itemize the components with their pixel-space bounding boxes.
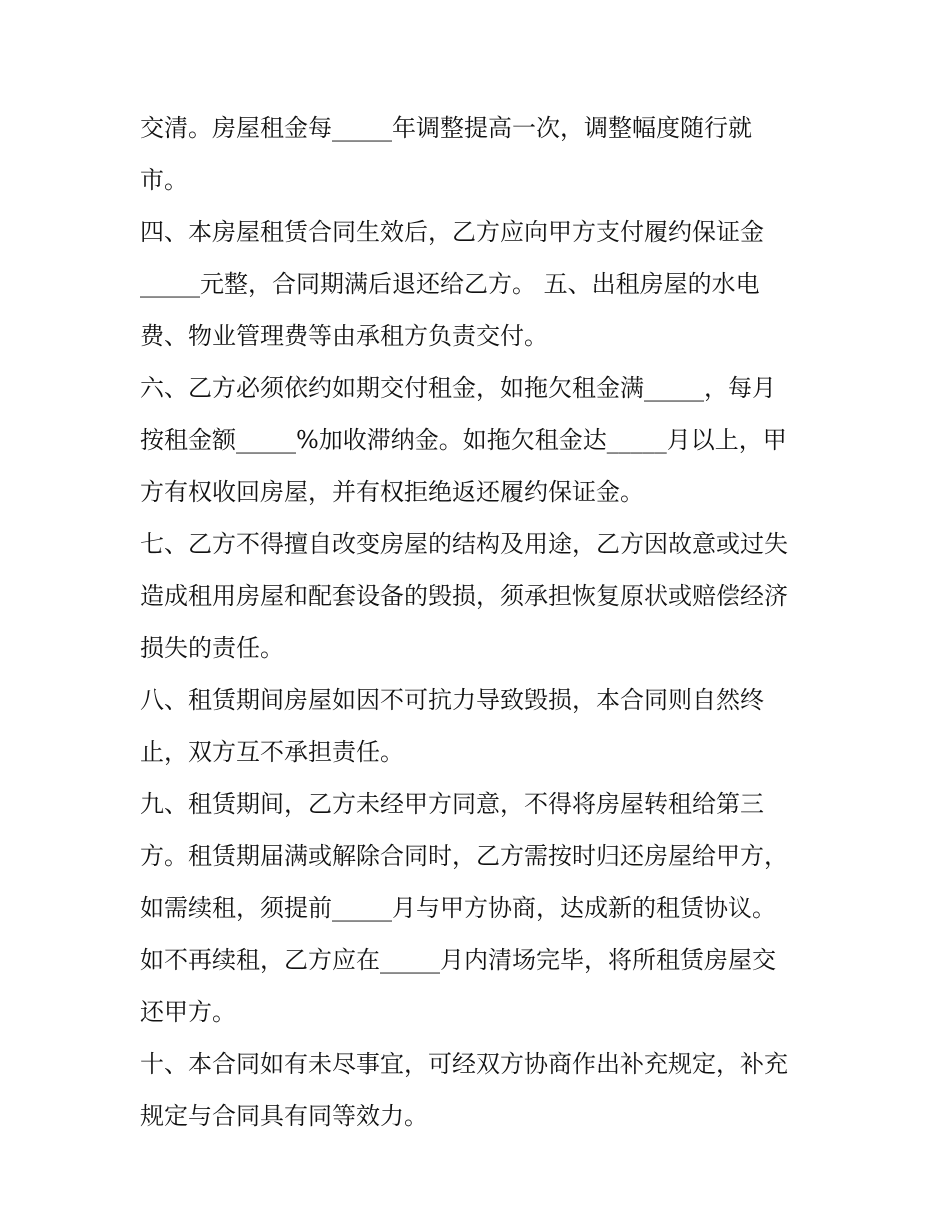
- text-line: 如不再续租，乙方应在_____月内清场完毕，将所租赁房屋交: [140, 946, 776, 974]
- text-line: 还甲方。: [140, 998, 236, 1026]
- text-line: 损失的责任。: [140, 634, 284, 662]
- text-line: 四、本房屋租赁合同生效后，乙方应向甲方支付履约保证金: [140, 218, 764, 246]
- text-line: 如需续租，须提前_____月与甲方协商，达成新的租赁协议。: [140, 894, 776, 922]
- text-line: 方有权收回房屋，并有权拒绝返还履约保证金。: [140, 478, 644, 506]
- text-line: _____元整，合同期满后退还给乙方。 五、出租房屋的水电: [140, 270, 760, 298]
- document-body: [140, 102, 830, 1142]
- text-line: 造成租用房屋和配套设备的毁损，须承担恢复原状或赔偿经济: [140, 582, 788, 610]
- text-line: 规定与合同具有同等效力。: [140, 1102, 428, 1130]
- text-line: 市。: [140, 166, 188, 194]
- text-line: 止，双方互不承担责任。: [140, 738, 404, 766]
- text-line: 八、租赁期间房屋如因不可抗力导致毁损，本合同则自然终: [140, 686, 764, 714]
- text-line: 十、本合同如有未尽事宜，可经双方协商作出补充规定，补充: [140, 1050, 788, 1078]
- text-line: 六、乙方必须依约如期交付租金，如拖欠租金满_____，每月: [140, 374, 776, 402]
- text-line: 九、租赁期间，乙方未经甲方同意，不得将房屋转租给第三: [140, 790, 764, 818]
- text-line: 方。租赁期届满或解除合同时，乙方需按时归还房屋给甲方，: [140, 842, 788, 870]
- text-line: 交清。房屋租金每_____年调整提高一次，调整幅度随行就: [140, 114, 752, 142]
- text-line: 七、乙方不得擅自改变房屋的结构及用途，乙方因故意或过失: [140, 530, 788, 558]
- text-line: 费、物业管理费等由承租方负责交付。: [140, 322, 548, 350]
- text-line: 按租金额_____%加收滞纳金。如拖欠租金达_____月以上，甲: [140, 426, 787, 454]
